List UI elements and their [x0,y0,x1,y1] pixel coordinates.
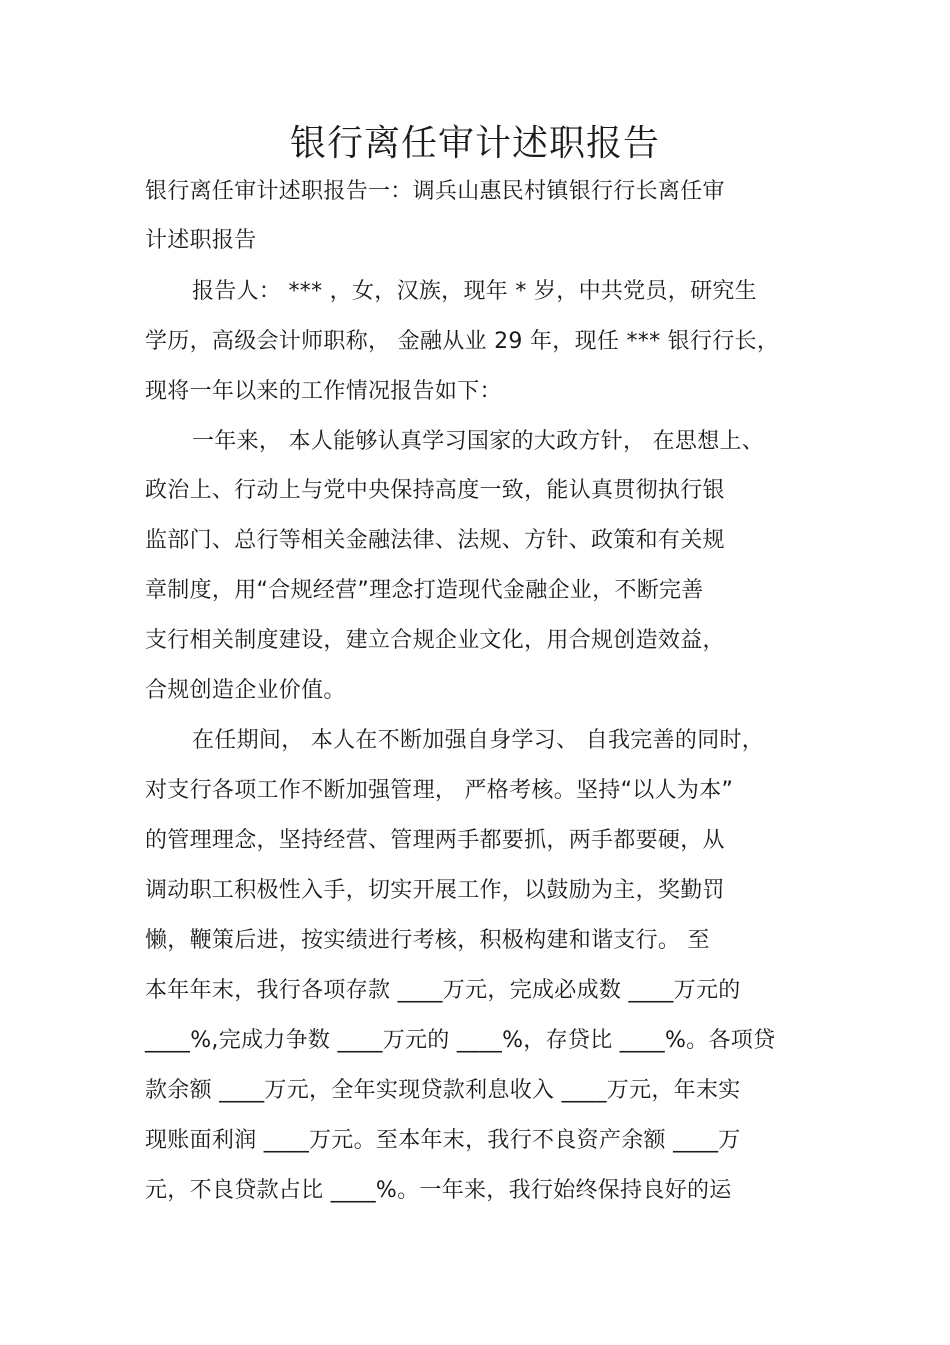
text-line: 本年年末，我行各项存款 ____万元，完成必成数 ____万元的 [145,978,741,1003]
text-line: 学历，高级会计师职称， 金融从业 29 年，现任 *** 银行行长， [145,329,780,354]
text-line: 监部门、总行等相关金融法律、法规、方针、政策和有关规 [145,528,725,553]
text-line: 元，不良贷款占比 ____%。一年来，我行始终保持良好的运 [145,1178,732,1203]
text-line: 现账面利润 ____万元。至本年末，我行不良资产余额 ____万 [145,1128,741,1153]
text-line: 计述职报告 [145,228,257,253]
text-line: 支行相关制度建设，建立合规企业文化，用合规创造效益， [145,628,725,653]
text-line: 懒，鞭策后进，按实绩进行考核，积极构建和谐支行。 至 [145,928,710,953]
text-line: 款余额 ____万元，全年实现贷款利息收入 ____万元，年末实 [145,1078,741,1103]
text-line: 政治上、行动上与党中央保持高度一致，能认真贯彻执行银 [145,478,725,503]
paragraph-start-line: 报告人： *** ，女，汉族，现年 * 岁，中共党员，研究生 [192,279,757,304]
text-line: ____%,完成力争数 ____万元的 ____%，存贷比 ____%。各项贷 [145,1028,776,1053]
paragraph-start-line: 在任期间， 本人在不断加强自身学习、 自我完善的同时， [192,728,765,753]
text-line: 调动职工积极性入手，切实开展工作，以鼓励为主，奖勤罚 [145,878,725,903]
paragraph-start-line: 一年来， 本人能够认真学习国家的大政方针， 在思想上、 [192,429,765,454]
text-line: 银行离任审计述职报告一：调兵山惠民村镇银行行长离任审 [145,179,725,204]
text-line: 对支行各项工作不断加强管理， 严格考核。坚持“以人为本” [145,778,734,803]
text-line: 合规创造企业价值。 [145,678,346,703]
text-line: 的管理理念，坚持经营、管理两手都要抓，两手都要硬，从 [145,828,725,853]
document-title: 银行离任审计述职报告 [289,123,660,164]
text-line: 章制度，用“合规经营”理念打造现代金融企业，不断完善 [145,578,704,603]
text-line: 现将一年以来的工作情况报告如下： [145,379,502,404]
